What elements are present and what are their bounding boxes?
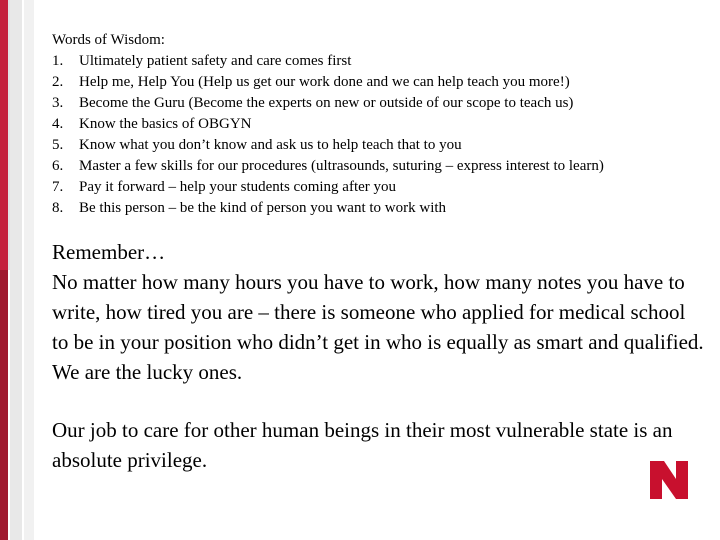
list-item [52,177,706,198]
closing-statement: Our job to care for other human beings in their most vulnerable state is an absolute privilege. [52,418,673,472]
list-item [52,72,706,93]
item-number: 2. [52,74,64,90]
wisdom-list [52,51,706,219]
item-number: 3. [52,95,64,111]
n-logo-icon [646,457,692,503]
accent-bar [24,0,34,540]
remember-heading: Remember… [52,240,166,264]
list-item [52,114,706,135]
item-number: 1. [52,53,64,69]
item-number: 4. [52,116,64,132]
slide-content [52,30,706,475]
item-number: 6. [52,158,64,174]
item-text: Know what you don’t know and ask us to help teach that to you [79,137,462,153]
item-number: 5. [52,137,64,153]
item-text: Pay it forward – help your students coming after you [79,179,397,195]
list-item [52,135,706,156]
item-number: 8. [52,200,64,216]
slide-title: Words of Wisdom: [52,32,165,48]
item-text: Help me, Help You (Help us get our work done and we can help teach you more!) [79,74,570,90]
item-text: Be this person – be the kind of person you want to work with [79,200,447,216]
list-item [52,51,706,72]
item-text: Ultimately patient safety and care comes first [79,53,352,69]
remember-section [52,237,706,387]
item-text: Know the basics of OBGYN [79,116,252,132]
remember-body: No matter how many hours you have to work, how many notes you have to write, how tired you are – there is someone who applied for medical school to be in your position who didn’t get in who is equally as smart and qualified. We are the lucky ones. [52,270,704,384]
left-accent-bars [0,0,46,540]
list-item [52,93,706,114]
accent-bar-dark [0,270,8,540]
item-number: 7. [52,179,64,195]
item-text: Master a few skills for our procedures (ultrasounds, suturing – express interest to learn) [79,158,604,174]
list-item [52,156,706,177]
accent-bar [10,0,22,540]
list-item [52,198,706,219]
item-text: Become the Guru (Become the experts on new or outside of our scope to teach us) [79,95,574,111]
